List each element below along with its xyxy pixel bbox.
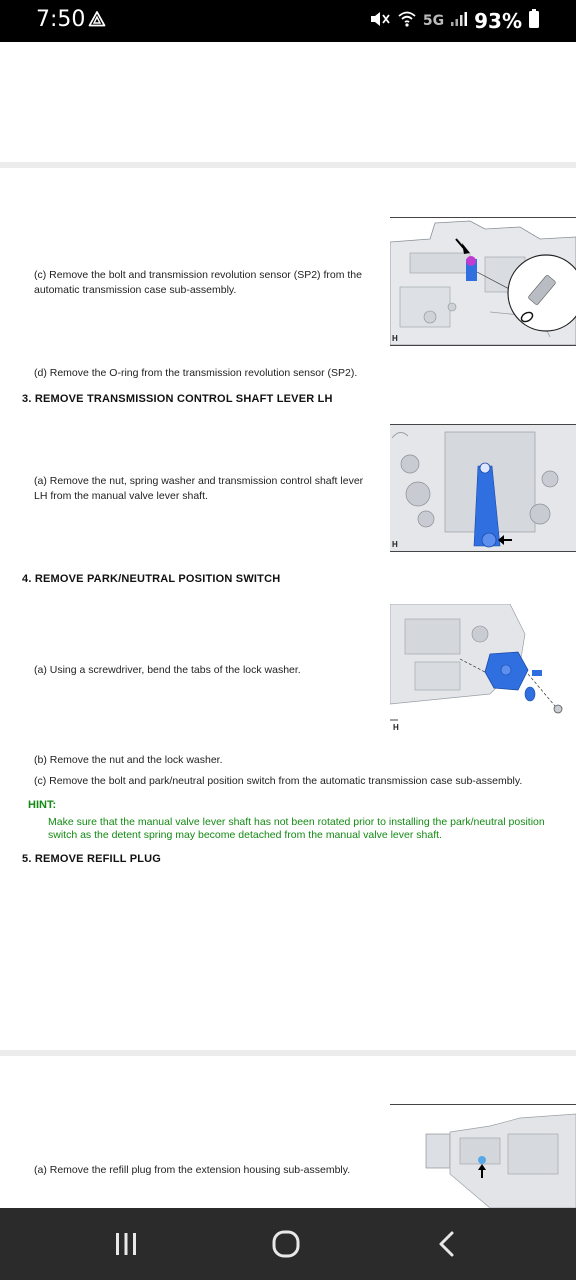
wifi-icon [397, 9, 417, 33]
battery-level: 93% [474, 9, 522, 33]
page-separator [0, 1050, 576, 1056]
figure-border-bottom [390, 345, 576, 346]
hint-text: Make sure that the manual valve lever shaft has not been rotated prior to installing the park/neutral position switch as the detent spring may become detached from the manual valve lever shaft. [48, 816, 545, 841]
figure-refill-plug [390, 1104, 576, 1208]
battery-icon [528, 9, 540, 33]
step-5a-text: (a) Remove the refill plug from the extension housing sub-assembly. [34, 1164, 351, 1176]
step-3a-text: (a) Remove the nut, spring washer and transmission control shaft lever LH from the manual valve lever shaft. [34, 475, 364, 502]
figure-label: H [392, 334, 398, 343]
step-c-text: (c) Remove the bolt and transmission revolution sensor (SP2) from the automatic transmission case sub-assembly. [34, 269, 362, 296]
refill-plug-illustration [390, 1104, 576, 1208]
figure-label: H [392, 540, 398, 549]
clock: 7:50 [36, 7, 86, 32]
page-separator [0, 162, 576, 168]
step-5-heading: 5. REMOVE REFILL PLUG [22, 853, 162, 865]
hint-label: HINT: [28, 799, 57, 811]
network-type: 5G [422, 13, 445, 29]
figure-revolution-sensor [390, 217, 576, 346]
transmission-sensor-illustration [390, 217, 576, 346]
recents-button[interactable] [96, 1222, 156, 1266]
step-4a-text: (a) Using a screwdriver, bend the tabs of the lock washer. [34, 664, 301, 676]
home-icon [270, 1228, 302, 1260]
home-button[interactable] [256, 1222, 316, 1266]
figure-control-shaft-lever [390, 424, 576, 552]
control-shaft-lever-illustration [390, 424, 576, 552]
figure-border-bottom [390, 551, 576, 552]
step-4b-text: (b) Remove the nut and the lock washer. [34, 754, 223, 766]
alert-icon [88, 10, 106, 33]
status-bar [0, 0, 576, 42]
step-4-heading: 4. REMOVE PARK/NEUTRAL POSITION SWITCH [22, 573, 281, 585]
back-button[interactable] [418, 1222, 478, 1266]
navigation-bar [0, 1208, 576, 1280]
figure-label: H [393, 723, 399, 732]
step-4c-text: (c) Remove the bolt and park/neutral position switch from the automatic transmission case sub-assembly. [34, 775, 523, 787]
signal-icon [450, 11, 468, 31]
back-icon [433, 1229, 463, 1259]
step-d-text: (d) Remove the O-ring from the transmission revolution sensor (SP2). [34, 367, 358, 379]
park-neutral-switch-illustration [390, 604, 576, 734]
step-3-heading: 3. REMOVE TRANSMISSION CONTROL SHAFT LEVER LH [22, 393, 333, 405]
figure-border-top [390, 1104, 576, 1105]
mute-icon [369, 9, 391, 33]
recents-icon [111, 1229, 141, 1259]
figure-park-neutral-switch [390, 604, 576, 734]
figure-border-top [390, 424, 576, 425]
figure-border-top [390, 217, 576, 218]
